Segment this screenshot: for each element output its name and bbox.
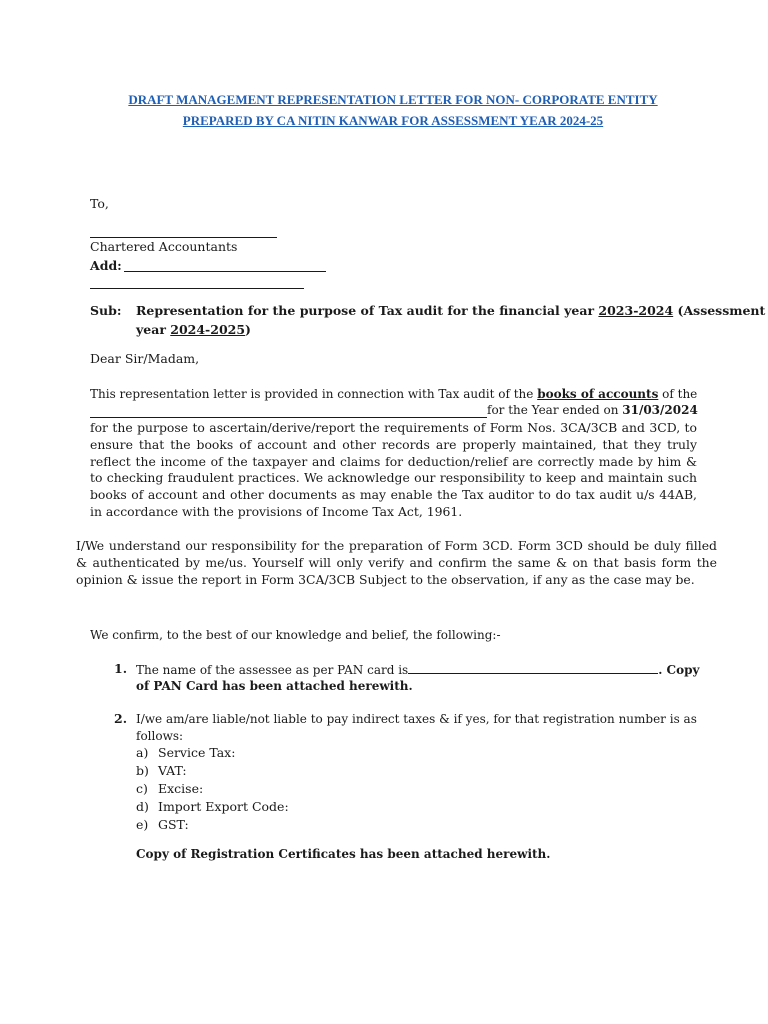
sub-item-label: a) (136, 745, 149, 760)
item-1-copy: . Copy (658, 663, 700, 677)
sub-item-excise (136, 781, 203, 796)
address-line-1-blank (124, 271, 326, 272)
sub-item-label: b) (136, 763, 149, 778)
item-2-line2: follows: (136, 729, 184, 743)
para1-line1 (90, 386, 697, 403)
salutation: Dear Sir/Madam, (90, 351, 200, 366)
sub-item-vat (136, 763, 187, 778)
subject-text-1: Representation for the purpose of Tax audit for the financial year (136, 303, 599, 318)
confirm-intro: We confirm, to the best of our knowledge and belief, the following:- (90, 628, 501, 642)
item-1-line1 (136, 661, 699, 679)
subject-line-1 (136, 302, 765, 319)
subject-line-2 (136, 321, 251, 338)
sub-item-text: Import Export Code: (158, 799, 289, 814)
sub-item-label: c) (136, 781, 148, 796)
firm-label: Chartered Accountants (90, 239, 238, 254)
subject-text-3: year (136, 322, 171, 337)
sub-item-text: Excise: (158, 781, 204, 796)
para1-text-3: for the Year ended on (487, 403, 623, 417)
para1-body: for the purpose to ascertain/derive/report the requirements of Form Nos. 3CA/3CB and 3CD, to ensure that the books of account and other records are properly maintained, that they truly reflect the income of the taxpayer and claims for deduction/relief are correctly made by him & to checking fraudulent practices. We acknowledge our responsibility to keep and maintain such books of account and other documents as may enable the Tax auditor to do tax audit u/s 44AB, in accordance with the provisions of Income Tax Act, 1961. (90, 420, 697, 519)
sub-item-text: GST: (158, 817, 189, 832)
title-line-2: PREPARED BY CA NITIN KANWAR FOR ASSESSMENT YEAR 2024-25 (182, 113, 604, 128)
subject-fy: 2023-2024 (598, 303, 674, 318)
sub-item-iec (136, 799, 289, 814)
sub-item-service-tax (136, 745, 235, 760)
para2: I/We understand our responsibility for the preparation of Form 3CD. Form 3CD should be duly filled & authenticated by me/us. Yourself will only verify and confirm the same & on that basis form the opinion & issue the report in Form 3CA/3CB Subject to the observation, if any as the case may be. (76, 538, 717, 587)
sub-item-label: e) (136, 817, 149, 832)
address-line-2-blank (90, 288, 304, 289)
sub-item-text: VAT: (158, 763, 187, 778)
sub-item-text: Service Tax: (158, 745, 236, 760)
sub-item-label: d) (136, 799, 149, 814)
para1-text-1: This representation letter is provided in connection with Tax audit of the (90, 387, 538, 401)
pan-name-blank (408, 661, 658, 674)
item-2-line1: I/we am/are liable/not liable to pay indirect taxes & if yes, for that registration number is as (136, 712, 697, 726)
entity-name-blank (90, 417, 487, 418)
add-label: Add: (90, 258, 122, 273)
subject-text-2: (Assessment (673, 303, 766, 318)
to-label: To, (90, 196, 109, 211)
title-line-1: DRAFT MANAGEMENT REPRESENTATION LETTER FOR NON- CORPORATE ENTITY (128, 92, 658, 107)
subject-label: Sub: (90, 303, 122, 318)
year-end-date: 31/03/2024 (622, 403, 698, 417)
item-1-number: 1. (114, 661, 128, 676)
item-2-number: 2. (114, 711, 128, 726)
item-1-line2: of PAN Card has been attached herewith. (136, 679, 413, 693)
subject-ay: 2024-2025 (170, 322, 246, 337)
item-2-closing: Copy of Registration Certificates has been attached herewith. (136, 847, 551, 861)
books-of-accounts: books of accounts (537, 387, 659, 401)
item-1-text: The name of the assessee as per PAN card is (136, 663, 409, 677)
sub-item-gst (136, 817, 189, 832)
para1-text-2: of the (658, 387, 698, 401)
para1-line2 (487, 402, 697, 419)
subject-text-4: ) (245, 322, 251, 337)
